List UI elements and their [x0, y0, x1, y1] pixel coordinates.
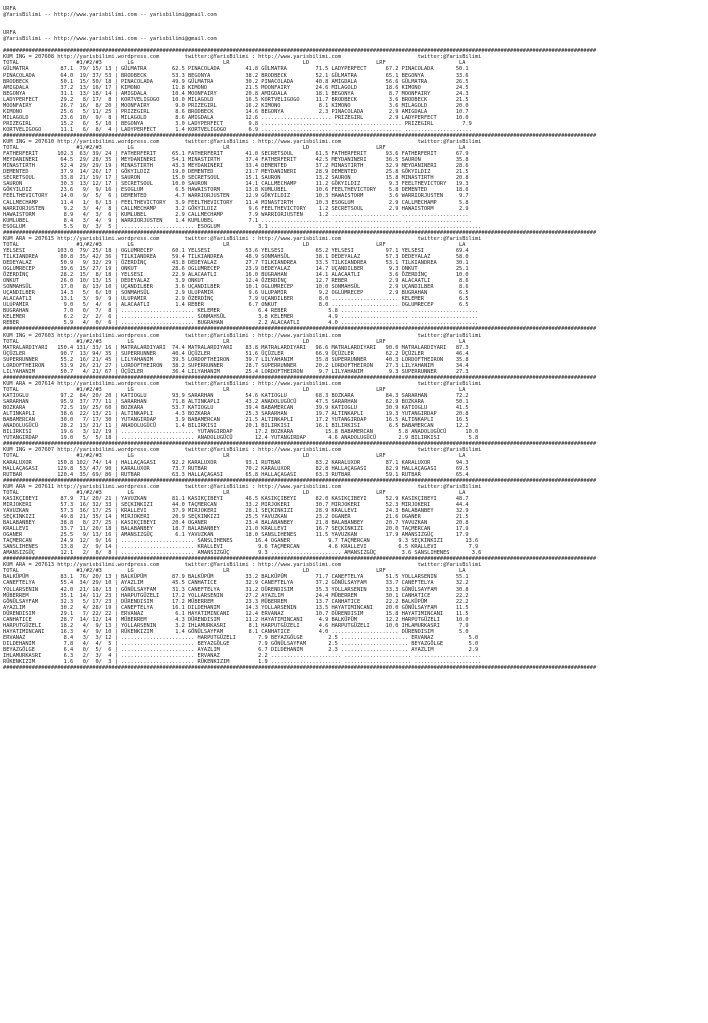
table-row: CALLMECHAMP 11.4 1/ 6/ 13 | FEELTHEVICTORY 3.9 FEELTHEVICTORY 11.4 MINASTIRTH 10.3 ESOGLUM 2.9 CALLMECHAMP 5.8 — [3, 199, 469, 206]
table-row: BALKÜPÜM 83.1 76/ 20/ 13 | BALKÜPÜM 87.9 BALKÜPÜM 33.2 BALKÜPÜM 71.7 CANEFTELYA 51.5 YOLLARSENIN 55.1 — [3, 574, 469, 581]
table-row: MEYDANINERI 64.5 29/ 28/ 35 | MEYDANINERI 54.1 MINASTIRTH 37.4 FATHERFERIT 42.5 MEYDANINERI 36.5 SAURON 35.8 — [3, 157, 469, 164]
table-row: GÖNÜLSAYFAM 32.3 5/ 17/ 23 | DÜRENDISIM 17.2 MÜBERREM 23.3 MÜBERREM 13.7 CANHATICE 22.2 BALKÜPÜM 22.2 — [3, 598, 469, 605]
table-row: KATIOGLU 97.2 84/ 20/ 20 | KATIOGLU 93.9 SARARHAN 54.6 KATIOGLU 68.3 BOZKARA 84.3 SARARHAN 72.2 — [3, 393, 469, 399]
table-row: DEMENTED 37.9 14/ 26/ 17 | GÖKYILDIZ 19.0 DEMENTED 21.7 MEYDANINERI 28.9 DEMENTED 25.8 GÖKYILDIZ 21.5 — [3, 169, 469, 176]
table-row: HAWAISTORM 8.9 4/ 3/ 6 | KUMLUBEL 2.9 CALLMECHAMP 7.9 WARRIORJUSTEN 1.2 ..................... ..................... — [3, 211, 469, 218]
table-row: ONKUT 26.0 10/ 13/ 15 | DEDEYALAZ 3.9 ONKUT 12.4 ÖZERDİNÇ 12.7 REBER 2.9 ALACAATLI 8.6 — [3, 278, 469, 285]
table-row: ERVANAZ 8.4 3/ 3/ 12 | ....................... HARPUTGÜZELI 7.9 BEYAZGÖLGE 2.5 ..................... ERVANAZ 5.0 — [3, 634, 479, 641]
column-headers: TOTAL #1/#2/#3 LG LR LD LRF LA — [3, 338, 466, 345]
table-row: SARARHAN 95.9 37/ 77/ 11 | SARARHAN 71.8 ALTINKAPLI 43.2 ANADOLUGÜCÜ 47.5 SARARHAN 62.9 BOZKARA 50.1 — [3, 399, 469, 406]
table-row: YAVUZKAN 57.3 36/ 17/ 25 | KRALLEVI 37.9 MIRJOKERI 28.1 SEÇKINKIZI 28.9 KRALLEVI 24.3 BALABANBEY 32.9 — [3, 507, 469, 514]
separator-line: ########################################################################################################################################################################################## — [3, 665, 597, 672]
table-row: DILDEHANIM 7.8 4/ 4/ 5 | ....................... BEYAZGÖLGE 7.9 GÖNÜLSAYFAM 2.5 ..................... BEYAZGÖLGE 5.0 — [3, 640, 479, 647]
table-row: BRODBECK 50.1 15/ 50/ 18 | PINACOLADA 49.9 GÜLMATRA 30.2 PINACOLADA 40.8 AMIGDALA 56.6 GÜLMATRA 26.5 — [3, 78, 469, 85]
separator-line: ########################################################################################################################################################################################## — [3, 326, 597, 333]
table-row: UÇANDILBER 14.3 5/ 6/ 10 | SONMAHSÜL 2.9 ULUPAMIR 9.6 ULUPAMIR 9.2 OGLUMRECEP 2.9 BUGRAHAN 6.5 — [3, 290, 469, 297]
table-row: CANEFTELYA 55.4 34/ 29/ 10 | AYAZLIM 45.5 CANHATICE 32.9 CANEFTELYA 37.2 GÖNÜLSAYFAM 33.7 CANEFTELYA 32.2 — [3, 580, 469, 587]
table-row: ULUPAMIR 9.0 5/ 4/ 6 | ALACAATLI 1.4 REBER 6.7 ONKUT 8.0 ..................... OGLUMRECEP 6.5 — [3, 302, 469, 309]
table-row: LILYAHANIM 50.7 4/ 21/ 67 | ÜÇÜZLER 36.4 LILYAHANIM 25.4 LORDOFTHEIRON 9.7 LILYAHANIM 9.3 SUPERRUNNER 27.3 — [3, 368, 469, 375]
table-row: BUGRAHAN 7.0 0/ 7/ 8 | ....................... KELEMER 6.4 REBER 5.8 ..................... ..................... — [3, 308, 479, 315]
race-title: KUM ING = 207610 http://yarisbilimi.wordpress.com twitter:@YarisBilimi : http://www.yarisbilimi.com twitter:@YarisBilimi — [3, 139, 482, 146]
table-row: AYAZLIM 30.2 4/ 28/ 19 | CANEFTELYA 16.1 DILDEHANIM 14.3 YOLLARSENIN 13.5 HAYATIMINCANI 20.0 GÖNÜLSAYFAM 11.5 — [3, 604, 469, 611]
table-row: MOONFAIRY 26.7 16/ 8/ 20 | MOONFAIRY 9.0 PRIZEGIRL 16.2 KIMONO 8.1 KIMONO 3.6 MILAGOLD 20.0 — [3, 102, 469, 109]
table-row: FATHERFERIT 102.3 63/ 39/ 24 | FATHERFERIT 65.1 FATHERFERIT 41.0 SECRETSOUL 61.5 FATHERFERIT 93.6 FATHERFERIT 67.9 — [3, 151, 469, 158]
table-row: MÜBERREM 35.1 14/ 11/ 23 | HARPUTGÜZELI 17.2 YOLLARSENIN 27.2 AYAZLIM 24.4 MÜBERREM 30.1 CANHATICE 22.2 — [3, 592, 469, 599]
separator-line: ########################################################################################################################################################################################## — [3, 441, 597, 448]
table-row: ALTINKAPLI 38.6 22/ 13/ 21 | ALTINKAPLI 4.3 BOZKARA 25.3 SARARHAN 19.7 ALTINKAPLI 19.3 YUTANGIRDAP 20.8 — [3, 411, 469, 418]
table-row: KIMONO 25.6 5/ 11/ 25 | PRIZEGIRL 8.6 BRODBECK 14.6 BEGONYA 2.3 PINACOLADA 2.9 AMIGDALA 10.7 — [3, 108, 469, 115]
table-row: REBER 5.9 4/ 0/ 6 | ....................... BUGRAHAN 2.2 ALACAATLI 4.0 ..................... ..................... — [3, 320, 479, 327]
table-row: DÜRENDISIM 29.1 7/ 22/ 22 | ERVANAZ 6.1 HAYATIMINCANI 12.4 ERVANAZ 10.7 DÜRENDISIM 15.8 HAYATIMINCANI 11.5 — [3, 610, 469, 617]
separator-line: ########################################################################################################################################################################################## — [3, 374, 597, 381]
table-row: SONMAHSÜL 17.0 8/ 13/ 10 | UÇANDILBER 3.6 UÇANDILBER 10.1 OGLUMRECEP 10.0 SONMAHSÜL 2.9 UÇANDILBER 8.6 — [3, 284, 469, 291]
header-contact-repeat: @YarisBilimi -- http://www.yarisbilimi.com -- yarisbilimi@gmail.com — [3, 36, 217, 43]
table-row: KELEMER 6.2 2/ 2/ 6 | ....................... SONMAHSÜL 3.8 KELEMER 4.9 ..................... ..................... — [3, 314, 479, 321]
column-headers: TOTAL #1/#2/#3 LG LR LD LRF LA — [3, 489, 466, 496]
table-row: KORTVELIGOGO 11.1 6/ 8/ 4 | LADYPERFECT 1.4 KORTVELIGOGO 6.9 ...................... ..................... ..................... — [3, 126, 472, 133]
column-headers: TOTAL #1/#2/#3 LG LR LD LRF LA — [3, 241, 466, 248]
table-row: GÜLMATRA 87.1 79/ 15/ 13 | GÜLMATRA 62.5 PINACOLADA 41.8 GÜLMATRA 71.5 LADYPERFECT 67.2 PINACOLADA 50.1 — [3, 66, 469, 73]
table-row: TILKIANDREA 80.8 35/ 42/ 36 | TILKIANDREA 59.4 TILKIANDREA 48.9 SONMAHSÜL 38.1 DEDEYALAZ 57.3 DEDEYALAZ 58.0 — [3, 253, 469, 260]
header-title-repeat: URFA — [3, 30, 16, 37]
table-row: ESOGLUM 5.5 0/ 3/ 5 | ....................... ESOGLUM 3.1 ...................... ..................... ..................... — [3, 223, 482, 230]
separator-line: ########################################################################################################################################################################################## — [3, 48, 597, 55]
table-row: MINASTIRTH 52.4 29/ 29/ 19 | MINASTIRTH 43.3 MEYDANINERI 33.4 DEMENTED 37.2 MINASTIRTH 32.9 MEYDANINERI 28.6 — [3, 163, 469, 170]
table-row: ALACAATLI 13.1 3/ 9/ 9 | ULUPAMIR 2.9 ÖZERDİNÇ 7.9 UÇANDILBER 8.0 ..................... KELEMER 6.5 — [3, 296, 469, 303]
separator-line: ########################################################################################################################################################################################## — [3, 477, 597, 484]
column-headers: TOTAL #1/#2/#3 LG LR LD LRF LA — [3, 568, 466, 575]
race-tables — [3, 48, 708, 671]
table-row: KUMLUBEL 8.4 3/ 4/ 9 | WARRIORJUSTEN 1.4 KUMLUBEL 7.1 ...................... ..................... ..................... — [3, 217, 472, 224]
table-row: BABAMERCAN 30.0 7/ 17/ 30 | YUTANGIRDAP 3.9 BABAMERCAN 21.5 ALTINKAPLI 17.2 YUTANGIRDAP 16.5 ALTINKAPLI 16.5 — [3, 417, 469, 424]
table-row: CANHATICE 28.7 14/ 12/ 14 | MÜBERREM 4.3 DÜRENDISIM 11.2 HAYATIMINCANI 4.9 BALKÜPÜM 12.2 HARPUTGÜZELI 10.0 — [3, 616, 469, 623]
table-row: ANADOLUGÜCÜ 28.2 13/ 21/ 11 | ANADOLUGÜCÜ 1.4 BILIRKISI 20.1 BILIRKISI 16.1 BILIRKISI 6.5 BABAMERCAN 12.2 — [3, 423, 469, 430]
table-row: GÖKYILDIZ 23.6 9/ 9/ 16 | ESOGLUM 6.5 HAWAISTORM 13.8 KUMLUBEL 10.6 FEELTHEVICTORY 5.8 DEMENTED 18.6 — [3, 187, 469, 194]
header-title: URFA — [3, 6, 16, 12]
column-headers: TOTAL #1/#2/#3 LG LR LD LRF LA — [3, 145, 466, 152]
table-row: PINACOLADA 64.0 19/ 37/ 53 | BRODBECK 53.3 BEGONYA 38.2 BRODBECK 52.1 GÜLMATRA 65.1 BEGONYA 33.6 — [3, 72, 469, 79]
table-row: AMIGDALA 37.2 13/ 16/ 17 | KIMONO 11.8 KIMONO 21.5 MOONFAIRY 24.6 MILAGOLD 18.6 KIMONO 24.5 — [3, 84, 469, 91]
column-headers: TOTAL #1/#2/#3 LG LR LD LRF LA — [3, 60, 466, 67]
race-title: KUM ING = 207608 http://yarisbilimi.wordpress.com twitter:@YarisBilimi : http://www.yarisbilimi.com twitter:@YarisBilimi — [3, 54, 482, 61]
table-row: KARALUXOR 150.8 102/ 74/ 14 | HALLAÇAGASI 92.2 KARALUXOR 93.1 RUTBAR 83.2 KARALUXOR 87.1 KARALUXOR 94.3 — [3, 459, 469, 466]
table-row: ÜÇÜZLER 90.7 13/ 94/ 35 | SUPERRUNNER 40.4 ÜÇÜZLER 51.6 ÜÇÜZLER 66.9 ÜÇÜZLER 62.2 ÜÇÜZLER 46.4 — [3, 350, 469, 357]
table-row: PRIZEGIRL 15.2 6/ 5/ 10 | BEGONYA 3.0 LADYPERFECT 9.8 ...................... ..................... PRIZEGIRL 7.9 — [3, 120, 472, 127]
column-headers: TOTAL #1/#2/#3 LG LR LD LRF LA — [3, 453, 466, 460]
table-row: MILAGOLD 23.6 10/ 9/ 8 | MILAGOLD 8.6 AMIGDALA 12.6 ...................... PRIZEGIRL 2.9 LADYPERFECT 10.0 — [3, 114, 469, 121]
table-row: MATRALARDIYARI 150.4 131/ 33/ 16 | MATRALARDIYARI 74.4 MATRALARDIYARI 83.8 MATRALARDIYARI 96.6 MATRALARDIYARI 90.0 MATRALARDIYARI 87.3 — [3, 344, 469, 351]
table-row: AMANSIZGÜÇ 12.1 2/ 8/ 8 | ....................... AMANSIZGÜÇ 9.3 ...................... AMANSIZGÜÇ 3.6 SANSLIHENES 3.6 — [3, 550, 482, 557]
table-row: LORDOFTHEIRON 53.9 26/ 21/ 27 | LORDOFTHEIRON 38.2 SUPERRUNNER 28.7 SUPERRUNNER 20.2 LORDOFTHEIRON 27.3 LILYAHANIM 34.4 — [3, 362, 469, 369]
table-row: HARPUTGÜZELI 18.2 4/ 9/ 13 | YOLLARSENIN 3.2 IHLAMURKASRI 8.1 HARPUTGÜZELI 4.6 HARPUTGÜZELI 10.0 IHLAMURKASRI 7.9 — [3, 622, 469, 629]
table-row: SAURON 30.3 13/ 12/ 17 | SECRETSOUL 10.0 SAURON 14.1 CALLMECHAMP 11.2 GÖKYILDIZ 9.3 FEELTHEVICTORY 19.3 — [3, 181, 469, 188]
separator-line: ########################################################################################################################################################################################## — [3, 132, 597, 139]
table-row: OGLUMRECEP 39.6 15/ 27/ 19 | ONKUT 28.6 OGLUMRECEP 23.9 DEDEYALAZ 14.7 UÇANDILBER 9.3 ONKUT 25.1 — [3, 266, 469, 273]
table-row: YELSESI 103.0 79/ 25/ 18 | OGLUMRECEP 60.1 YELSESI 53.6 YELSESI 65.2 YELSESI 97.1 YELSESI 69.4 — [3, 247, 469, 254]
race-title: KUM ING = 207607 http://yarisbilimi.wordpress.com twitter:@YarisBilimi : http://www.yarisbilimi.com twitter:@YarisBilimi — [3, 447, 482, 454]
table-row: YUTANGIRDAP 19.0 5/ 5/ 18 | ....................... ANADOLUGÜCÜ 12.4 YUTANGIRDAP 4.6 ANADOLUGÜCÜ 2.9 BILIRKISI 5.8 — [3, 435, 479, 442]
table-row: RUTBAR 120.4 35/ 69/ 86 | RUTBAR 63.3 HALLAÇAGASI 65.8 HALLAÇAGASI 63.3 RUTBAR 59.1 RUTBAR 65.4 — [3, 471, 469, 478]
table-row: IHLAMURKASRI 6.3 2/ 3/ 4 | ....................... ERVANAZ 2.2 ...................... ..................... ..................... — [3, 653, 482, 660]
table-row: DEDEYALAZ 50.9 9/ 32/ 29 | ÖZERDİNÇ 43.8 DEDEYALAZ 27.7 TILKIANDREA 33.5 TILKIANDREA 53.1 TILKIANDREA 30.1 — [3, 259, 469, 266]
race-title: KUM ARA = 207615 http://yarisbilimi.wordpress.com twitter:@YarisBilimi : http://www.yarisbilimi.com twitter:@YarisBilimi — [3, 235, 482, 242]
table-row: WARRIORJUSTEN 9.2 3/ 4/ 8 | CALLMECHAMP 3.2 GÖKYILDIZ 9.6 FEELTHEVICTORY 1.2 SECRETSOUL 2.9 HAWAISTORM 2.9 — [3, 205, 469, 212]
header-contact: @YarisBilimi -- http://www.yarisbilimi.com -- yarisbilimi@gmail.com — [3, 12, 217, 19]
table-row: MIRJOKERI 57.3 16/ 32/ 33 | SEÇKINKIZI 44.0 TAÇMERCAN 33.2 MIRJOKERI 30.7 MIRJOKERI 52.3 MIRJOKERI 44.4 — [3, 501, 469, 508]
table-row: ÖZERDİNÇ 28.2 15/ 8/ 18 | YELSESI 22.9 ALACAATLI 16.0 BUGRAHAN 14.1 ALACAATLI 3.6 ÖZERDİNÇ 10.0 — [3, 272, 469, 279]
table-row: HAYATIMINCANI 16.3 4/ 9/ 10 | RÜKENKIZIM 1.4 GÖNÜLSAYFAM 8.1 CANHATICE 4.0 ..................... DÜRENDISIM 5.0 — [3, 628, 469, 635]
table-row: YOLLARSENIN 42.0 21/ 18/ 13 | GÖNÜLSAYFAM 31.3 CANEFTELYA 31.2 DÜRENDISIM 35.3 YOLLARSENIN 33.3 GÖNÜLSAYFAM 30.8 — [3, 586, 469, 593]
table-row: KRALLEVI 33.7 11/ 20/ 18 | BALABANBEY 18.7 BALABANBEY 21.0 KRALLEVI 16.7 SEÇKINKIZI 20.0 TAÇMERCAN 17.9 — [3, 526, 469, 533]
table-row: SANSLIHENES 13.8 2/ 9/ 14 | ....................... KRALLEVI 9.6 TAÇMERCAN 4.6 KRALLEVI 6.5 KRALLEVI 7.9 — [3, 544, 479, 551]
table-row: LADYPERFECT 29.2 8/ 17/ 8 | KORTVELIGOGO 10.0 MILAGOLD 16.5 KORTVELIGOGO 11.7 BRODBECK 3.6 BRODBECK 21.5 — [3, 96, 469, 103]
table-row: SECRETSOUL 33.8 21/ 19/ 17 | SAURON 15.0 SECRETSOUL 15.1 SAURON 13.2 SAURON 15.8 MINASTIRTH 20.8 — [3, 175, 469, 182]
table-row: OGANER 25.5 9/ 13/ 16 | AMANSIZGÜÇ 6.1 YAVUZKAN 18.0 SANSLIHENES 11.5 YAVUZKAN 17.9 AMANSIZGÜÇ 17.9 — [3, 532, 469, 539]
table-row: TAÇMERCAN 24.9 12/ 9/ 16 | ....................... SANSLIHENES 16.4 OGANER 9.7 TAÇMERCAN 9.3 SEÇKINKIZI 13.6 — [3, 538, 479, 545]
table-row: HALLAÇAGASI 129.8 53/ 47/ 90 | KARALUXOR 73.7 RUTBAR 70.2 KARALUXOR 82.8 HALLAÇAGASI 82.9 HALLAÇAGASI 69.5 — [3, 465, 469, 472]
table-row: BOZKARA 72.5 19/ 25/ 60 | BOZKARA 53.7 KATIOGLU 39.4 BABAMERCAN 39.9 KATIOGLU 30.9 KATIOGLU 41.5 — [3, 405, 469, 412]
race-title: KUM ARA = 207614 http://yarisbilimi.wordpress.com twitter:@YarisBilimi : http://www.yarisbilimi.com twitter:@YarisBilimi — [3, 380, 482, 387]
table-row: BILIRKISI 19.6 3/ 12/ 19 | ....................... YUTANGIRDAP 17.2 BOZKARA 15.8 BABAMERCAN 5.8 ANADOLUGÜCÜ 10.0 — [3, 429, 479, 436]
table-row: SUPERRUNNER 55.2 16/ 21/ 45 | LILYAHANIM 39.5 LORDOFTHEIRON 39.7 LILYAHANIM 35.8 SUPERRUNNER 40.3 LORDOFTHEIRON 35.8 — [3, 356, 469, 363]
table-row: KASIKÇIBEYI 87.9 71/ 20/ 21 | YAVUZKAN 81.1 KASIKÇIBEYI 46.5 KASIKÇIBEYI 82.0 KASIKÇIBEYI 52.9 KASIKÇIBEYI 48.7 — [3, 495, 469, 502]
table-row: SEÇKINKIZI 49.8 21/ 35/ 14 | MIRJOKERI 20.9 SEÇKINKIZI 25.5 YAVUZKAN 23.2 OGANER 21.6 OGANER 21.5 — [3, 513, 469, 520]
race-title: KUM ARA = 207613 http://yarisbilimi.wordpress.com twitter:@YarisBilimi : http://www.yarisbilimi.com twitter:@YarisBilimi — [3, 562, 482, 569]
race-title: KUM ARA = 207611 http://yarisbilimi.wordpress.com twitter:@YarisBilimi : http://www.yarisbilimi.com twitter:@YarisBilimi — [3, 483, 482, 490]
table-row: BEYAZGÖLGE 6.4 0/ 5/ 6 | ....................... AYAZLIM 6.7 DILDEHANIM 2.3 ..................... AYAZLIM 2.9 — [3, 646, 479, 653]
table-row: BALABANBEY 38.8 8/ 27/ 25 | KASIKÇIBEYI 20.4 OGANER 23.4 BALABANBEY 21.8 BALABANBEY 20.7 YAVUZKAN 20.8 — [3, 519, 469, 526]
race-title: KUM ING = 207603 http://yarisbilimi.wordpress.com twitter:@YarisBilimi : http://www.yarisbilimi.com twitter:@YarisBilimi — [3, 332, 482, 339]
column-headers: TOTAL #1/#2/#3 LG LR LD LRF LA — [3, 386, 466, 393]
table-row: BEGONYA 31.1 13/ 18/ 14 | AMIGDALA 10.4 MOONFAIRY 20.8 AMIGDALA 18.1 BEGONYA 8.7 MOONFAIRY 24.3 — [3, 90, 469, 97]
separator-line: ########################################################################################################################################################################################## — [3, 556, 597, 563]
separator-line: ########################################################################################################################################################################################## — [3, 229, 597, 236]
table-row: FEELTHEVICTORY 14.0 9/ 5/ 6 | DEMENTED 4.7 WARRIORJUSTEN 12.9 GÖKYILDIZ 10.3 HAWAISTORM 3.6 WARRIORJUSTEN 9.7 — [3, 193, 469, 200]
table-row: RÜKENKIZIM 1.6 0/ 0/ 3 | ....................... RÜKENKIZIM 1.9 ...................... ..................... ..................... — [3, 659, 482, 666]
